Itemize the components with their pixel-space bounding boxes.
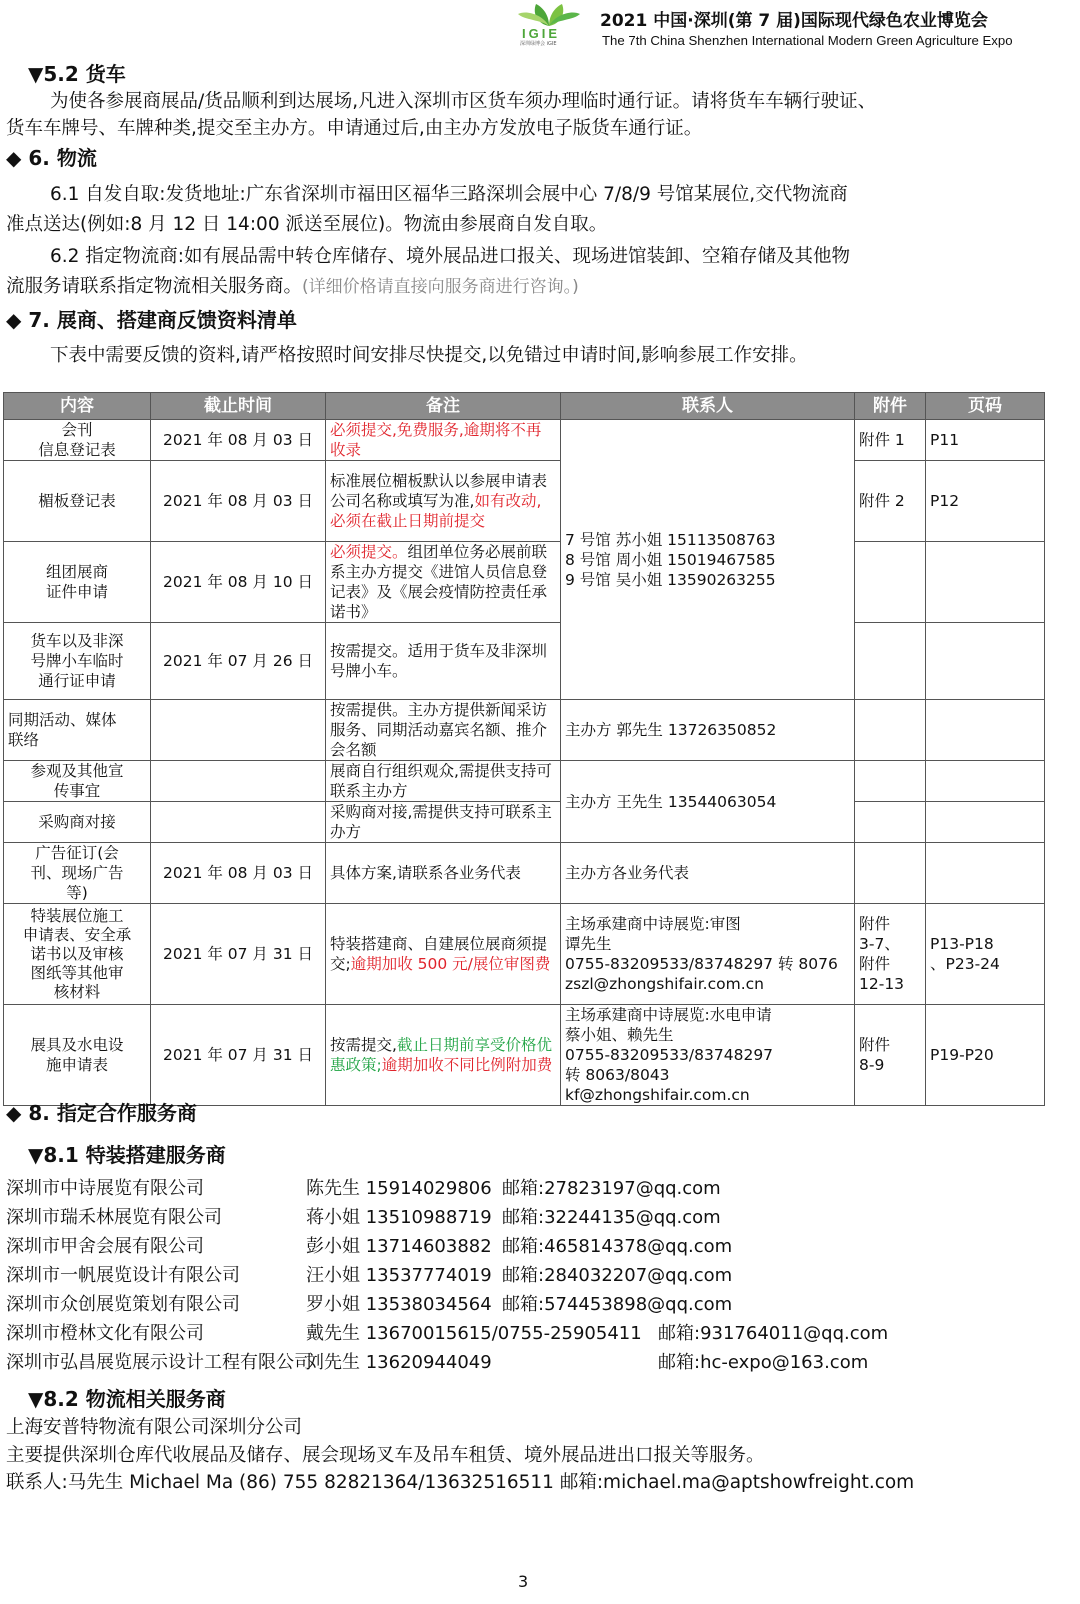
cell-attachment (855, 542, 926, 623)
note-text: 特装搭建商、自建展位展商须提交; (330, 935, 548, 973)
header-title-cn: 2021 中国·深圳(第 7 届)国际现代绿色农业博览会 (600, 11, 988, 31)
cell-contact-halls: 7 号馆 苏小姐 15113508763 8 号馆 周小姐 15019467585 9 号馆 吴小姐 13590263255 (561, 420, 855, 700)
provider-row (6, 1290, 1046, 1314)
cell-page (926, 700, 1045, 761)
provider-email (658, 1319, 888, 1345)
cell-deadline: 2021 年 08 月 03 日 (151, 843, 326, 904)
cell-page (926, 761, 1045, 802)
provider-company: 深圳市甲舍会展有限公司 (6, 1236, 204, 1257)
cell-content: 采购商对接 (4, 802, 151, 843)
provider-email-label: 邮箱: (658, 1323, 701, 1344)
cell-content: 货车以及非深 号牌小车临时 通行证申请 (4, 623, 151, 700)
logistics-description: 主要提供深圳仓库代收展品及储存、展会现场叉车及吊车租赁、境外展品进出口报关等服务。 (6, 1445, 765, 1466)
section-6-1-line1: 6.1 自发自取:发货地址:广东省深圳市福田区福华三路深圳会展中心 7/8/9 号馆某展位,交代物流商 (50, 184, 848, 205)
table-row (4, 1005, 1045, 1106)
cell-contact: 主办方各业务代表 (561, 843, 855, 904)
section-8-2-title: ▼8.2 物流相关服务商 (28, 1387, 226, 1411)
note-text: 按需提交, (330, 1036, 397, 1054)
provider-company: 深圳市中诗展览有限公司 (6, 1178, 204, 1199)
provider-row (6, 1261, 1046, 1285)
cell-content: 楣板登记表 (4, 461, 151, 542)
cell-note (326, 461, 561, 542)
cell-attachment: 附件 8-9 (855, 1005, 926, 1106)
header-title-en: The 7th China Shenzhen International Modern Green Agriculture Expo (602, 33, 1013, 48)
table-row (4, 420, 1045, 461)
provider-email (502, 1290, 732, 1316)
provider-contact: 蒋小姐 13510988719 (306, 1207, 492, 1228)
cell-content: 同期活动、媒体 联络 (4, 700, 151, 761)
provider-email (502, 1261, 732, 1287)
cell-content: 组团展商 证件申请 (4, 542, 151, 623)
table-row (4, 461, 1045, 542)
expo-logo (516, 2, 582, 48)
provider-row (6, 1348, 1046, 1372)
cell-contact: 主场承建商中诗展览:水电申请 蔡小姐、赖先生 0755-83209533/83748297 转 8063/8043 kf@zhongshifair.com.cn (561, 1005, 855, 1106)
cell-note (326, 1005, 561, 1106)
section-8-1-title: ▼8.1 特装搭建服务商 (28, 1143, 226, 1167)
provider-email (502, 1174, 721, 1200)
cell-page (926, 623, 1045, 700)
section-6-title: ◆ 6. 物流 (6, 146, 97, 170)
cell-page (926, 542, 1045, 623)
note-text: 标准展位楣板默认以参展申请表公司名称或填写为准, (330, 472, 548, 510)
cell-deadline: 2021 年 08 月 03 日 (151, 461, 326, 542)
header-deadline: 截止时间 (151, 393, 326, 420)
provider-company: 深圳市瑞禾林展览有限公司 (6, 1207, 222, 1228)
provider-email-label: 邮箱: (502, 1265, 545, 1286)
provider-company: 深圳市弘昌展览展示设计工程有限公司 (6, 1352, 312, 1373)
provider-email-value: 465814378@qq.com (544, 1236, 733, 1257)
feedback-table (3, 392, 1045, 1106)
provider-email-value: 574453898@qq.com (544, 1294, 733, 1315)
provider-email-label: 邮箱: (658, 1352, 701, 1373)
cell-contact-wang: 主办方 王先生 13544063054 (561, 761, 855, 843)
provider-email-label: 邮箱: (502, 1236, 545, 1257)
cell-contact: 主场承建商中诗展览:审图 谭先生 0755-83209533/83748297 转 8076 zszl@zhongshifair.com.cn (561, 904, 855, 1005)
cell-attachment (855, 761, 926, 802)
table-row (4, 843, 1045, 904)
provider-contact: 刘先生 13620944049 (306, 1352, 492, 1373)
cell-deadline: 2021 年 07 月 26 日 (151, 623, 326, 700)
provider-email-value: hc-expo@163.com (700, 1352, 869, 1373)
table-header-row (4, 393, 1045, 420)
cell-page (926, 802, 1045, 843)
note-red: 必须提交。 (330, 543, 408, 561)
cell-note: 展商自行组织观众,需提供支持可联系主办方 (326, 761, 561, 802)
cell-attachment (855, 843, 926, 904)
cell-note (326, 542, 561, 623)
cell-deadline: 2021 年 08 月 10 日 (151, 542, 326, 623)
header-attachment: 附件 (855, 393, 926, 420)
section-6-2-line2 (6, 272, 579, 298)
cell-note: 按需提供。主办方提供新闻采访服务、同期活动嘉宾名额、推介会名额 (326, 700, 561, 761)
cell-page: P19-P20 (926, 1005, 1045, 1106)
header-note: 备注 (326, 393, 561, 420)
cell-content: 展具及水电设 施申请表 (4, 1005, 151, 1106)
note-text: 组团单位务必展前联系主办方提交《进馆人员信息登记表》及《展会疫情防控责任承诺书》 (330, 543, 548, 621)
cell-page: P12 (926, 461, 1045, 542)
header-content: 内容 (4, 393, 151, 420)
provider-row (6, 1232, 1046, 1256)
cell-deadline (151, 802, 326, 843)
provider-row (6, 1203, 1046, 1227)
provider-email (658, 1348, 868, 1374)
section-7-title: ◆ 7. 展商、搭建商反馈资料清单 (6, 308, 297, 332)
cell-contact: 主办方 郭先生 13726350852 (561, 700, 855, 761)
provider-company: 深圳市橙林文化有限公司 (6, 1323, 204, 1344)
cell-attachment (855, 700, 926, 761)
cell-attachment: 附件 3-7、 附件 12-13 (855, 904, 926, 1005)
leaf-logo-icon (516, 2, 582, 28)
cell-attachment (855, 623, 926, 700)
logo-mark: IGIE (522, 26, 561, 41)
cell-page (926, 843, 1045, 904)
cell-deadline: 2021 年 07 月 31 日 (151, 904, 326, 1005)
section-6-2-note: (详细价格请直接向服务商进行咨询。) (302, 277, 579, 297)
cell-content: 广告征订(会 刊、现场广告 等) (4, 843, 151, 904)
logo-subtext: 深圳绿博会 iGIE (520, 41, 557, 47)
provider-row (6, 1174, 1046, 1198)
page-number: 3 (518, 1572, 529, 1591)
provider-email-value: 931764011@qq.com (700, 1323, 889, 1344)
section-5-2-title: ▼5.2 货车 (28, 62, 126, 86)
cell-page: P13-P18 、P23-24 (926, 904, 1045, 1005)
section-6-2-line2-text: 流服务请联系指定物流相关服务商。 (6, 276, 303, 297)
logistics-contact: 联系人:马先生 Michael Ma (86) 755 82821364/13632516511 邮箱:michael.ma@aptshowfreight.com (6, 1472, 915, 1493)
header-page: 页码 (926, 393, 1045, 420)
cell-deadline (151, 761, 326, 802)
table-row (4, 623, 1045, 700)
provider-email-label: 邮箱: (502, 1178, 545, 1199)
note-red: 逾期加收不同比例附加费 (381, 1056, 553, 1074)
cell-attachment (855, 802, 926, 843)
note-red: 必须提交,免费服务,逾期将不再收录 (330, 421, 542, 459)
provider-email (502, 1232, 732, 1258)
provider-email (502, 1203, 721, 1229)
section-5-2-line2: 货车车牌号、车牌种类,提交至主办方。申请通过后,由主办方发放电子版货车通行证。 (6, 118, 703, 139)
section-6-2-line1: 6.2 指定物流商:如有展品需中转仓库储存、境外展品进口报关、现场进馆装卸、空箱存储及其他物 (50, 246, 851, 267)
cell-note: 具体方案,请联系各业务代表 (326, 843, 561, 904)
table-row (4, 904, 1045, 1005)
section-8-title: ◆ 8. 指定合作服务商 (6, 1101, 197, 1125)
note-red: 逾期加收 500 元/展位审图费 (350, 955, 551, 973)
cell-content: 会刊 信息登记表 (4, 420, 151, 461)
provider-company: 深圳市众创展览策划有限公司 (6, 1294, 240, 1315)
cell-note (326, 420, 561, 461)
provider-email-value: 27823197@qq.com (544, 1178, 721, 1199)
cell-deadline: 2021 年 07 月 31 日 (151, 1005, 326, 1106)
cell-content: 特装展位施工 申请表、安全承 诺书以及审核 图纸等其他审 核材料 (4, 904, 151, 1005)
provider-contact: 彭小姐 13714603882 (306, 1236, 492, 1257)
note-red: 如有改动,必须在截止日期前提交 (330, 492, 542, 530)
provider-contact: 陈先生 15914029806 (306, 1178, 492, 1199)
logistics-company: 上海安普特物流有限公司深圳分公司 (6, 1417, 303, 1438)
provider-contact: 罗小姐 13538034564 (306, 1294, 492, 1315)
cell-attachment: 附件 1 (855, 420, 926, 461)
section-6-1-line2: 准点送达(例如:8 月 12 日 14:00 派送至展位)。物流由参展商自发自取。 (6, 214, 608, 235)
header-contact: 联系人 (561, 393, 855, 420)
provider-contact: 戴先生 13670015615/0755-25905411 (306, 1323, 642, 1344)
table-row (4, 802, 1045, 843)
provider-contact: 汪小姐 13537774019 (306, 1265, 492, 1286)
provider-email-value: 32244135@qq.com (544, 1207, 721, 1228)
cell-note: 按需提交。适用于货车及非深圳号牌小车。 (326, 623, 561, 700)
section-5-2-line1: 为使各参展商展品/货品顺利到达展场,凡进入深圳市区货车须办理临时通行证。请将货车车辆行驶证、 (50, 91, 877, 112)
note-green: 截止日期前享受价格优惠政策; (330, 1036, 552, 1074)
table-row (4, 700, 1045, 761)
provider-company: 深圳市一帆展览设计有限公司 (6, 1265, 240, 1286)
cell-deadline: 2021 年 08 月 03 日 (151, 420, 326, 461)
table-row (4, 761, 1045, 802)
cell-note: 采购商对接,需提供支持可联系主办方 (326, 802, 561, 843)
provider-row (6, 1319, 1046, 1343)
table-row (4, 542, 1045, 623)
cell-deadline (151, 700, 326, 761)
provider-email-label: 邮箱: (502, 1207, 545, 1228)
cell-content: 参观及其他宣 传事宜 (4, 761, 151, 802)
cell-note (326, 904, 561, 1005)
provider-email-label: 邮箱: (502, 1294, 545, 1315)
section-7-intro: 下表中需要反馈的资料,请严格按照时间安排尽快提交,以免错过申请时间,影响参展工作安排。 (50, 345, 808, 366)
cell-page: P11 (926, 420, 1045, 461)
cell-attachment: 附件 2 (855, 461, 926, 542)
provider-email-value: 284032207@qq.com (544, 1265, 733, 1286)
